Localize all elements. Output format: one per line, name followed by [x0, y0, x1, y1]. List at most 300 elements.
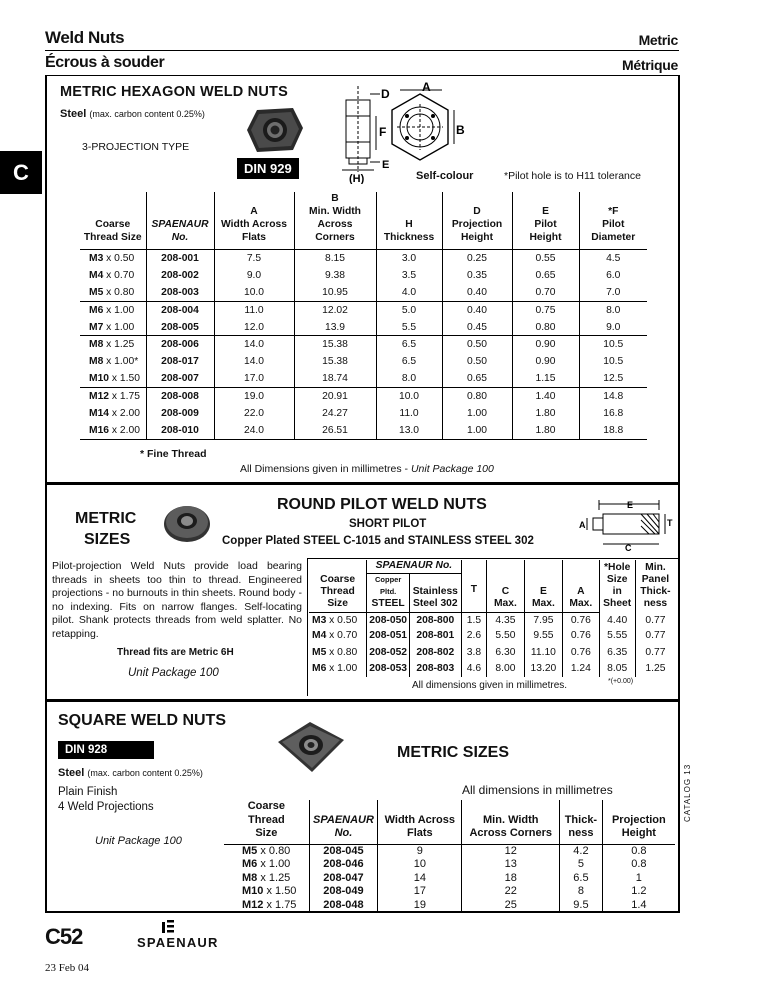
thread-size-major: M12	[89, 391, 110, 403]
thread-size-major: M4	[312, 630, 327, 642]
square-header-text: Min. Width	[483, 813, 539, 826]
round-stainless-no: 208-800	[410, 612, 462, 628]
thread-pitch: x 0.70	[103, 269, 135, 281]
hole-tolerance-note: *(+0.00)	[608, 678, 634, 685]
pilot-hole-note: *Pilot hole is to H11 tolerance	[504, 170, 641, 182]
square-header-text: Across Corners	[469, 827, 553, 839]
round-stainless-no: 208-803	[410, 661, 462, 677]
round-dim-panel: 1.25	[635, 661, 675, 677]
hex-dim-e: 0.80	[512, 319, 579, 336]
thread-size-major: M3	[312, 615, 327, 627]
hex-part-no: 208-006	[146, 336, 214, 353]
hex-dim-b: 26.51	[294, 422, 376, 439]
hex-part-no: 208-002	[146, 267, 214, 284]
round-dim-t: 4.6	[461, 661, 487, 677]
thread-size-major: M7	[89, 321, 104, 333]
section3-dims-note: All dimensions in millimetres	[462, 783, 613, 797]
hex-header-text: Height	[460, 232, 494, 243]
round-dim-e: 13.20	[524, 661, 563, 677]
square-part-no: 208-046	[309, 858, 378, 872]
hex-header-col-0	[80, 192, 146, 250]
hex-header-text: Pilot	[602, 219, 625, 230]
thread-fit-note: Thread fits are Metric 6H	[117, 647, 234, 658]
square-header-text: Thick-	[564, 813, 598, 826]
square-thread-size	[224, 858, 309, 872]
section1-unit-package: Unit Package 100	[410, 463, 494, 475]
e-max-header: E Max.	[524, 573, 563, 612]
round-dim-e: 11.10	[524, 645, 563, 661]
table-row	[80, 405, 647, 422]
hex-dim-h: 10.0	[376, 388, 442, 405]
copper-header-bottom: STEEL	[371, 597, 405, 609]
round-dim-hole: 5.55	[599, 628, 635, 644]
round-steel-no: 208-053	[367, 661, 410, 677]
section2-side-title-2: SIZES	[84, 531, 131, 548]
table-row	[224, 872, 675, 886]
thread-size-major: M6	[89, 304, 104, 316]
hex-part-no: 208-003	[146, 284, 214, 301]
brand-name: SPAENAUR	[137, 935, 219, 950]
section3-material-line	[58, 767, 203, 779]
hex-dim-h: 6.5	[376, 336, 442, 353]
section1-material: Steel	[60, 108, 87, 120]
table-row	[224, 844, 675, 858]
hex-dim-a: 9.0	[214, 267, 294, 284]
header-metric: Metric	[638, 32, 678, 48]
round-dim-e: 7.95	[524, 612, 563, 628]
square-table-header	[224, 800, 675, 844]
section1-finish: Self-colour	[416, 170, 474, 182]
hex-dim-h: 6.5	[376, 353, 442, 370]
thread-pitch: x 1.75	[109, 391, 140, 403]
spaenaur-logo-icon	[160, 919, 176, 935]
hex-header-text: Across Corners	[315, 219, 355, 243]
stainless-header-top: Stainless	[412, 585, 458, 597]
thread-size-major: M10	[242, 885, 264, 898]
hex-thread-size	[80, 284, 146, 301]
thread-pitch: x 1.25	[257, 871, 291, 884]
hex-header-text: Min. Width	[309, 206, 361, 217]
diagram-label-b: B	[456, 123, 465, 137]
round-dim-c: 5.50	[487, 628, 524, 644]
table-row	[224, 885, 675, 899]
c-max-header: C Max.	[487, 573, 524, 612]
round-dim-hole: 6.35	[599, 645, 635, 661]
thread-size-major: M5	[242, 844, 258, 857]
round-dim-hole: 4.40	[599, 612, 635, 628]
thread-size-major: M4	[89, 269, 104, 281]
hex-header-text: Flats	[241, 232, 267, 243]
square-dim-h: 0.8	[602, 858, 675, 872]
square-part-no: 208-048	[309, 899, 378, 913]
thread-pitch: x 2.00	[109, 425, 140, 437]
hex-header-text: Coarse	[95, 219, 131, 230]
diagram2-label-t: T	[667, 518, 673, 528]
table-row	[80, 371, 647, 388]
hex-weld-nut-table	[80, 192, 647, 440]
round-pilot-description: Pilot-projection Weld Nuts provide load bearing threads in sheets too thin to thread. Engineered projections - no burnouts in thin sheets. Round body - no indexing. Fits on narrow flanges. Self-locating pilot. Shank protects threads from weld splatter. No retapping.	[52, 560, 302, 640]
table-row	[309, 661, 675, 677]
din-928-badge: DIN 928	[58, 741, 154, 759]
hex-dim-a: 22.0	[214, 405, 294, 422]
page-title: Weld Nuts	[45, 28, 125, 47]
thread-pitch: x 0.70	[326, 630, 358, 642]
square-dim-c: 12	[462, 844, 560, 858]
header-metrique: Métrique	[622, 57, 678, 73]
stainless-header-bottom: Steel 302	[412, 597, 458, 609]
hex-dim-b: 24.27	[294, 405, 376, 422]
square-header-col-1	[309, 800, 378, 844]
hex-dim-d: 0.65	[442, 371, 512, 388]
hex-dim-d: 1.00	[442, 405, 512, 422]
round-steel-no: 208-052	[367, 645, 410, 661]
hex-thread-size	[80, 319, 146, 336]
hex-part-no: 208-007	[146, 371, 214, 388]
section1-material-line	[60, 108, 205, 120]
square-header-col-3	[462, 800, 560, 844]
square-header-text: Projection	[611, 813, 666, 826]
thread-pitch: x 1.00	[103, 304, 135, 316]
hex-dim-b: 13.9	[294, 319, 376, 336]
round-dim-t: 3.8	[461, 645, 487, 661]
thread-pitch: x 1.00*	[103, 356, 139, 368]
round-dim-panel: 0.77	[635, 628, 675, 644]
square-dim-w: 19	[378, 899, 462, 913]
hex-header-text: Width Across	[221, 219, 287, 230]
hex-header-text: Height	[529, 232, 562, 243]
thread-pitch: x 0.50	[326, 615, 358, 627]
thread-size-major: M8	[89, 339, 104, 351]
hex-dim-h: 13.0	[376, 422, 442, 439]
hex-header-text: Projection	[451, 219, 503, 230]
section3-title: SQUARE WELD NUTS	[58, 712, 226, 729]
square-thread-size	[224, 885, 309, 899]
square-dim-c: 13	[462, 858, 560, 872]
t-header: T	[461, 573, 487, 612]
hex-nut-dimension-diagram	[340, 80, 470, 184]
hex-dim-e: 1.40	[512, 388, 579, 405]
diagram-label-e: E	[382, 159, 390, 171]
round-pilot-table	[309, 560, 675, 677]
hex-header-text: Diameter	[591, 232, 636, 243]
hex-header-col-4	[376, 192, 442, 250]
hex-header-text: Pilot	[534, 219, 557, 230]
hex-dim-d: 0.80	[442, 388, 512, 405]
hex-header-letter: B	[331, 193, 339, 204]
round-dim-t: 2.6	[461, 628, 487, 644]
round-dim-c: 4.35	[487, 612, 524, 628]
hex-thread-size	[80, 250, 146, 267]
hex-dim-h: 8.0	[376, 371, 442, 388]
square-dim-t: 4.2	[560, 844, 603, 858]
square-dim-w: 9	[378, 844, 462, 858]
hex-dim-f: 4.5	[579, 250, 647, 267]
table-row	[309, 612, 675, 628]
stainless-header	[410, 573, 462, 612]
hex-part-no: 208-005	[146, 319, 214, 336]
square-thread-size	[224, 899, 309, 913]
hex-table-body	[80, 250, 647, 440]
section-divider-2	[45, 699, 680, 702]
hole-size-header: *Hole Size in Sheet	[599, 560, 635, 612]
square-dim-t: 5	[560, 858, 603, 872]
section-divider-1	[45, 482, 680, 485]
round-dim-panel: 0.77	[635, 612, 675, 628]
hex-dim-e: 0.65	[512, 267, 579, 284]
round-coarse-header: Coarse Thread Size	[309, 573, 367, 612]
section2-unit-package: Unit Package 100	[128, 667, 219, 679]
a-max-header: A Max.	[563, 573, 599, 612]
hex-header-text: SPAENAUR	[151, 219, 209, 230]
section1-material-note: (max. carbon content 0.25%)	[89, 109, 205, 119]
hex-dim-e: 0.55	[512, 250, 579, 267]
din-929-badge: DIN 929	[237, 158, 299, 179]
table-row	[80, 353, 647, 370]
square-dim-t: 8	[560, 885, 603, 899]
square-header-text: Height	[621, 827, 656, 839]
hex-dim-d: 0.35	[442, 267, 512, 284]
table-row	[80, 388, 647, 405]
round-pilot-nut-photo	[161, 500, 213, 544]
hex-dim-b: 9.38	[294, 267, 376, 284]
hex-dim-a: 7.5	[214, 250, 294, 267]
square-weld-nut-table	[224, 800, 675, 912]
round-dim-e: 9.55	[524, 628, 563, 644]
page-date: 23 Feb 04	[45, 962, 89, 974]
hex-dim-d: 1.00	[442, 422, 512, 439]
thread-pitch: x 2.00	[109, 408, 140, 420]
square-dim-w: 14	[378, 872, 462, 886]
hex-header-text: No.	[171, 232, 189, 243]
round-pilot-dimension-diagram	[575, 498, 675, 554]
hex-part-no: 208-008	[146, 388, 214, 405]
hex-table-header	[80, 192, 647, 250]
section3-finish: Plain Finish	[58, 786, 118, 798]
thread-size-major: M16	[89, 425, 110, 437]
hex-dim-a: 11.0	[214, 301, 294, 318]
square-dim-c: 22	[462, 885, 560, 899]
copper-header-top: Copper Pltd.	[375, 574, 402, 596]
hex-dim-b: 15.38	[294, 353, 376, 370]
hex-header-text: Thickness	[383, 232, 435, 243]
hex-dim-a: 14.0	[214, 353, 294, 370]
hex-thread-size	[80, 267, 146, 284]
hex-header-col-1	[146, 192, 214, 250]
metric-sizes-title: METRIC SIZES	[397, 744, 510, 761]
round-dim-a: 0.76	[563, 612, 599, 628]
thread-pitch: x 1.50	[263, 885, 297, 898]
square-header-col-5	[602, 800, 675, 844]
table-row	[80, 422, 647, 439]
hex-header-letter: *F	[608, 206, 619, 217]
square-weld-nut-photo	[270, 716, 350, 778]
thread-pitch: x 1.00	[257, 858, 291, 871]
thread-size-major: M5	[89, 286, 104, 298]
round-dim-hole: 8.05	[599, 661, 635, 677]
hex-dim-h: 11.0	[376, 405, 442, 422]
thread-pitch: x 0.80	[257, 844, 291, 857]
hex-dim-e: 0.90	[512, 336, 579, 353]
table-row	[224, 899, 675, 913]
page-subtitle: Écrous à souder	[45, 54, 165, 71]
hex-header-col-5	[442, 192, 512, 250]
square-dim-t: 9.5	[560, 899, 603, 913]
round-dim-a: 0.76	[563, 628, 599, 644]
hex-dim-a: 12.0	[214, 319, 294, 336]
square-dim-w: 17	[378, 885, 462, 899]
fine-thread-note: * Fine Thread	[140, 448, 207, 460]
square-header-col-0	[224, 800, 309, 844]
diagram2-label-c: C	[625, 543, 632, 553]
round-thread-size	[309, 612, 367, 628]
table-row	[309, 628, 675, 644]
round-steel-no: 208-050	[367, 612, 410, 628]
section1-dims-note	[240, 463, 494, 475]
round-pilot-dims-note: All dimensions given in millimetres.	[412, 680, 568, 691]
round-stainless-no: 208-801	[410, 628, 462, 644]
hex-dim-h: 5.0	[376, 301, 442, 318]
section3-material: Steel	[58, 767, 85, 779]
hex-dim-d: 0.45	[442, 319, 512, 336]
hex-dim-e: 1.80	[512, 405, 579, 422]
hex-dim-f: 7.0	[579, 284, 647, 301]
hex-dim-f: 18.8	[579, 422, 647, 439]
thread-pitch: x 0.50	[103, 252, 135, 264]
table-row	[224, 858, 675, 872]
table-row	[80, 267, 647, 284]
section1-dims-text: All Dimensions given in millimetres -	[240, 463, 411, 475]
round-dim-c: 8.00	[487, 661, 524, 677]
table-row	[80, 336, 647, 353]
header-rule-1	[45, 50, 679, 51]
section1-type: 3-PROJECTION TYPE	[82, 141, 190, 153]
section3-projections: 4 Weld Projections	[58, 801, 154, 813]
square-header-text: Width Across	[384, 813, 456, 826]
hex-dim-d: 0.25	[442, 250, 512, 267]
hex-part-no: 208-017	[146, 353, 214, 370]
table-row	[80, 319, 647, 336]
round-dim-t: 1.5	[461, 612, 487, 628]
hex-dim-f: 6.0	[579, 267, 647, 284]
page-code: C52	[45, 924, 83, 949]
thread-size-major: M12	[242, 898, 264, 911]
hex-dim-e: 1.15	[512, 371, 579, 388]
square-table-body	[224, 844, 675, 912]
hex-dim-f: 10.5	[579, 336, 647, 353]
hex-header-col-7	[579, 192, 647, 250]
square-header-text: ness	[568, 827, 594, 839]
hex-dim-h: 3.0	[376, 250, 442, 267]
hex-dim-d: 0.50	[442, 353, 512, 370]
square-header-text: Size	[255, 827, 278, 839]
section3-material-note: (max. carbon content 0.25%)	[87, 768, 203, 778]
hex-dim-f: 9.0	[579, 319, 647, 336]
section2-subtitle: SHORT PILOT	[349, 518, 427, 530]
hex-dim-a: 24.0	[214, 422, 294, 439]
thread-pitch: x 1.00	[326, 663, 358, 675]
diagram2-label-e: E	[627, 500, 634, 510]
hex-part-no: 208-009	[146, 405, 214, 422]
round-dim-panel: 0.77	[635, 645, 675, 661]
square-thread-size	[224, 872, 309, 886]
square-header-col-2	[378, 800, 462, 844]
thread-size-major: M14	[89, 408, 110, 420]
hex-dim-d: 0.40	[442, 301, 512, 318]
thread-size-major: M8	[89, 356, 104, 368]
round-dim-a: 1.24	[563, 661, 599, 677]
thread-pitch: x 1.00	[103, 321, 135, 333]
hex-dim-e: 0.75	[512, 301, 579, 318]
catalog-label: CATALOG 13	[683, 763, 692, 822]
square-part-no: 208-047	[309, 872, 378, 886]
hex-dim-b: 20.91	[294, 388, 376, 405]
hex-dim-d: 0.40	[442, 284, 512, 301]
square-dim-t: 6.5	[560, 872, 603, 886]
hex-dim-a: 17.0	[214, 371, 294, 388]
thread-size-major: M6	[242, 858, 258, 871]
square-header-text: Flats	[406, 827, 433, 839]
hex-thread-size	[80, 388, 146, 405]
diagram-label-f: F	[379, 125, 387, 139]
square-header-col-4	[560, 800, 603, 844]
thread-pitch: x 1.75	[263, 898, 297, 911]
hex-dim-b: 18.74	[294, 371, 376, 388]
table-row	[309, 645, 675, 661]
diagram-label-a: A	[422, 80, 431, 94]
table-row	[80, 301, 647, 318]
hex-dim-e: 0.90	[512, 353, 579, 370]
hex-dim-a: 10.0	[214, 284, 294, 301]
square-dim-c: 18	[462, 872, 560, 886]
diagram-label-h: (H)	[349, 173, 365, 184]
thread-pitch: x 1.50	[109, 373, 140, 385]
hex-header-letter: E	[542, 206, 549, 217]
hex-dim-f: 14.8	[579, 388, 647, 405]
hex-dim-a: 14.0	[214, 336, 294, 353]
hex-dim-e: 1.80	[512, 422, 579, 439]
hex-dim-h: 4.0	[376, 284, 442, 301]
hex-header-text: Thread Size	[83, 232, 142, 243]
section1-title: METRIC HEXAGON WELD NUTS	[60, 84, 288, 100]
thread-size-major: M5	[312, 646, 327, 658]
hex-weld-nut-photo	[243, 104, 307, 156]
section-tab: C	[0, 151, 42, 194]
hex-thread-size	[80, 422, 146, 439]
thread-size-major: M3	[89, 252, 104, 264]
table-row	[80, 250, 647, 267]
square-dim-h: 0.8	[602, 844, 675, 858]
hex-thread-size	[80, 336, 146, 353]
hex-header-col-6	[512, 192, 579, 250]
hex-dim-h: 5.5	[376, 319, 442, 336]
hex-dim-f: 16.8	[579, 405, 647, 422]
square-header-text: Coarse	[247, 800, 285, 812]
hex-header-letter: D	[473, 206, 481, 217]
thread-size-major: M6	[312, 663, 327, 675]
round-thread-size	[309, 628, 367, 644]
round-stainless-no: 208-802	[410, 645, 462, 661]
section3-unit-package: Unit Package 100	[95, 835, 182, 847]
table-row	[80, 284, 647, 301]
hex-dim-f: 10.5	[579, 353, 647, 370]
square-dim-c: 25	[462, 899, 560, 913]
square-header-text: Thread	[248, 813, 285, 826]
thread-pitch: x 0.80	[326, 646, 358, 658]
section2-material: Copper Plated STEEL C-1015 and STAINLESS STEEL 302	[222, 535, 534, 547]
round-dim-c: 6.30	[487, 645, 524, 661]
hex-thread-size	[80, 405, 146, 422]
square-part-no: 208-049	[309, 885, 378, 899]
